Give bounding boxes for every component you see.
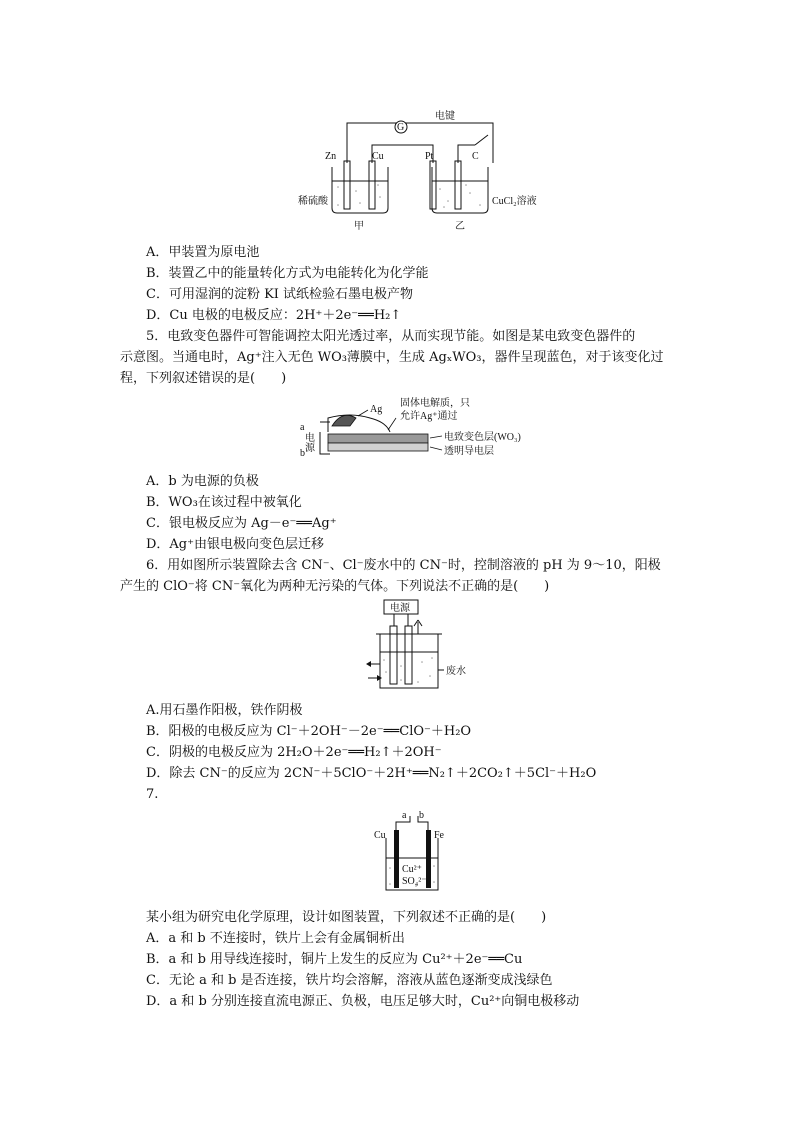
q6-option-c: C．阴极的电极反应为 2H₂O＋2e⁻══H₂↑＋2OH⁻ bbox=[146, 745, 442, 760]
q7-number: 7. bbox=[146, 787, 159, 802]
q5-option-a: A．b 为电源的负极 bbox=[146, 474, 259, 489]
q4-option-c: C．可用湿润的淀粉 KI 试纸检验石墨电极产物 bbox=[146, 287, 414, 302]
q7-option-a: A．a 和 b 不连接时，铁片上会有金属铜析出 bbox=[146, 931, 405, 946]
fe-electrode-label: Fe bbox=[434, 830, 444, 841]
q6-stem-1: 6．用如图所示装置除去含 CN⁻、Cl⁻废水中的 CN⁻时，控制溶液的 pH 为 9～10，阳极 bbox=[146, 558, 661, 573]
q4-option-d: D．Cu 电极的电极反应：2H⁺＋2e⁻══H₂↑ bbox=[146, 308, 402, 323]
terminal-b-label: b bbox=[419, 810, 424, 821]
q5-stem-3: 程，下列叙述错误的是( ) bbox=[120, 371, 287, 386]
jia-label: 甲 bbox=[354, 221, 364, 232]
q6-option-a: A.用石墨作阳极，铁作阴极 bbox=[146, 703, 303, 718]
q5-option-d: D．Ag⁺由银电极向变色层迁移 bbox=[146, 537, 324, 552]
q4-option-a: A．甲装置为原电池 bbox=[146, 245, 260, 260]
q6-option-b: B．阳极的电极反应为 Cl⁻＋2OH⁻－2e⁻══ClO⁻＋H₂O bbox=[146, 724, 472, 739]
q5-option-b: B．WO₃在该过程中被氧化 bbox=[146, 495, 302, 510]
terminal-b-label: b bbox=[300, 448, 305, 459]
cucl2-label: CuCl₂溶液 bbox=[492, 196, 537, 207]
q5-stem-2: 示意图。当通电时，Ag⁺注入无色 WO₃薄膜中，生成 AgₓWO₃，器件呈现蓝色，对于该变化过 bbox=[120, 350, 664, 365]
figure-wastewater-cell bbox=[356, 598, 476, 696]
figure-electrolysis-cells bbox=[290, 105, 540, 235]
q7-option-d: D．a 和 b 分别连接直流电源正、负极，电压足够大时，Cu²⁺向铜电极移动 bbox=[146, 994, 580, 1009]
q7-stem: 某小组为研究电化学原理，设计如图装置，下列叙述不正确的是( ) bbox=[146, 910, 547, 925]
electrochromic-layer-label: 电致变色层(WO₃) bbox=[444, 432, 521, 443]
q5-option-c: C．银电极反应为 Ag－e⁻══Ag⁺ bbox=[146, 516, 337, 531]
terminal-a-label: a bbox=[402, 810, 407, 821]
q4-option-b: B．装置乙中的能量转化方式为电能转化为化学能 bbox=[146, 266, 429, 281]
q7-option-c: C．无论 a 和 b 是否连接，铁片均会溶解，溶液从蓝色逐渐变成浅绿色 bbox=[146, 973, 553, 988]
acid-label: 稀硫酸 bbox=[298, 196, 328, 207]
zn-label: Zn bbox=[325, 151, 337, 162]
solid-electrolyte-label-1: 固体电解质，只 bbox=[400, 398, 470, 409]
cu-electrode-label: Cu bbox=[374, 830, 386, 841]
q6-stem-2: 产生的 ClO⁻将 CN⁻氧化为两种无污染的气体。下列说法不正确的是( ) bbox=[120, 579, 550, 594]
power-source-label: 电源 bbox=[302, 432, 314, 452]
figure-cu-fe-cell bbox=[372, 808, 468, 898]
solid-electrolyte-label-2: 允许Ag⁺通过 bbox=[400, 411, 458, 422]
q7-option-b: B．a 和 b 用导线连接时，铜片上发生的反应为 Cu²⁺＋2e⁻══Cu bbox=[146, 952, 523, 967]
terminal-a-label: a bbox=[300, 422, 305, 433]
figure-electrochromic-device bbox=[290, 392, 550, 466]
galvanometer-label: G bbox=[397, 122, 405, 133]
switch-label: 电键 bbox=[435, 111, 455, 122]
q6-option-d: D．除去 CN⁻的反应为 2CN⁻＋5ClO⁻＋2H⁺══N₂↑＋2CO₂↑＋5Cl⁻＋H₂O bbox=[146, 766, 597, 781]
cu-label: Cu bbox=[372, 151, 384, 162]
q5-stem-1: 5．电致变色器件可智能调控太阳光透过率，从而实现节能。如图是某电致变色器件的 bbox=[146, 329, 636, 344]
wastewater-label: 废水 bbox=[446, 666, 466, 677]
ag-label: Ag bbox=[370, 404, 383, 415]
c-label: C bbox=[472, 151, 479, 162]
conductive-layer-label: 透明导电层 bbox=[444, 446, 494, 457]
power-supply-label: 电源 bbox=[390, 603, 410, 614]
cu2-ion-label: Cu²⁺ bbox=[402, 864, 422, 875]
pt-label: Pt bbox=[425, 151, 434, 162]
sulfate-ion-label: SO₄²⁻ bbox=[402, 876, 427, 887]
yi-label: 乙 bbox=[455, 221, 465, 232]
